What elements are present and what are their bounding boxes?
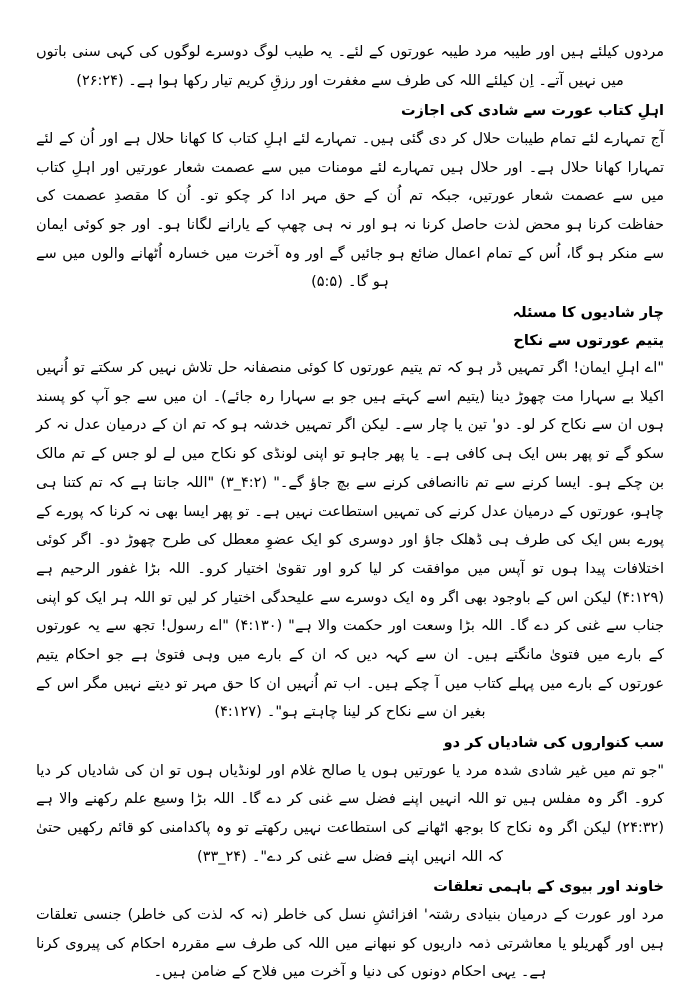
- section-paragraph: آج تمہارے لئے تمام طیبات حلال کر دی گئی ہیں۔ تمہارے لئے اہلِ کتاب کا کھانا حلال ہے اور اُن کے لئے تمہارا کھانا حلال ہے۔ اور حلال ہیں تمہارے لئے مومنات میں سے عصمت شعار عورتیں اور اہلِ کتاب میں سے عصمت شعار عورتیں، جبکہ تم اُن کے حق مہر ادا کر چکو تو۔ اُن کا مقصدِ عصمت کی حفاظت کرنا ہو محض لذت حاصل کرنا نہ ہو اور نہ ہی چھپ کے یارانے لگانا ہو۔ اور جو کوئی ایمان سے منکر ہو گا، اُس کے تمام اعمال ضائع ہو جائیں گے اور وہ آخرت میں خسارہ اُٹھانے والوں میں سے ہو گا۔ (۵:۵): [36, 130, 664, 291]
- document-body: [36, 38, 664, 987]
- section-paragraph: "جو تم میں غیر شادی شدہ مرد یا عورتیں ہوں یا صالح غلام اور لونڈیاں ہوں تو ان کی شادیاں کر دیا کرو۔ اگر وہ مفلس ہیں تو اللہ انہیں اپنے فضل سے غنی کر دے گا۔ اللہ بڑا وسیع علم رکھنے والا ہے (۲۴:۳۲) لیکن اگر وہ نکاح کا بوجھ اٹھانے کی استطاعت نہیں رکھتے تو وہ پاکدامنی کو قائم رکھیں حتیٰ کہ اللہ انہیں اپنے فضل سے غنی کر دے"۔ (۲۴_۳۳): [36, 762, 664, 865]
- section-khawand-aur-biwi-talluqat: [36, 876, 664, 987]
- section-paragraph: مرد اور عورت کے درمیان بنیادی رشتہ' افزائشِ نسل کی خاطر (نہ کہ لذت کی خاطر) جنسی تعلقات ہیں اور گھریلو یا معاشرتی ذمہ داریوں کو نبھانے میں اللہ کی طرف سے مقررہ احکام کی پیروی کرنا ہے۔ یہی احکام دونوں کی دنیا و آخرت میں فلاح کے ضامن ہیں۔: [36, 906, 664, 981]
- section-heading: اہلِ کتاب عورت سے شادی کی اجازت: [400, 103, 664, 120]
- section-paragraph: "اے اہلِ ایمان! اگر تمہیں ڈر ہو کہ تم یتیم عورتوں کا کوئی منصفانہ حل تلاش نہیں کر سکتے تو اُنہیں اکیلا بے سہارا مت چھوڑ دینا (یتیم اسے کہتے ہیں جو بے سہارا رہ جائے)۔ ان میں سے جو آپ کو پسند ہوں ان سے نکاح کر لو۔ دو' تین یا چار سے۔ لیکن اگر تمہیں خدشہ ہو کہ تم ان کے درمیان عدل نہ کر سکو گے تو پھر بس ایک ہی کافی ہے۔ یا پھر جاہو تو اپنی لونڈی کو نکاح میں لے لو جس کے تم مالک بن چکے ہو۔ ایسا کرنے سے تم ناانصافی کرنے سے بچ جاؤ گے۔" (۴:۲_۳) "اللہ جانتا ہے کہ تم کتنا ہی چاہو، عورتوں کے درمیان عدل کرنے کی تمہیں استطاعت نہیں ہے۔ تو پھر ایسا بھی نہ کرنا کہ پورے کے پورے بس ایک کی طرف ہی ڈھلک جاؤ اور دوسری کو ایک عضوِ معطل کی طرح چھوڑ دو۔ اگر کوئی اختلافات پیدا ہوں تو آپس میں موافقت کر لیا کرو اور تقویٰ اختیار کرو۔ اللہ بڑا غفور الرحیم ہے (۴:۱۲۹) لیکن اس کے باوجود بھی اگر وہ ایک دوسرے سے علیحدگی اختیار کر لیں تو اللہ ہر ایک کو اپنی جناب سے غنی کر دے گا۔ اللہ بڑا وسعت اور حکمت والا ہے" (۴:۱۳۰) "اے رسول! تجھ سے یہ عورتوں کے بارے میں فتویٰ مانگتے ہیں۔ ان سے کہہ دیں کہ ان کے بارے میں وہی فتویٰ ہے جو احکام یتیم عورتوں کے بارے میں پہلے کتاب میں آ چکے ہیں۔ اب تم اُنہیں ان کا حق مہر تو دیتے نہیں مگر اس کے بغیر ان سے نکاح کر لینا چاہتے ہو"۔ (۴:۱۲۷): [36, 360, 664, 721]
- section-sab-kunwaron-ki-shadiyan: [36, 732, 664, 871]
- section-heading: یتیم عورتوں سے نکاح: [513, 332, 664, 349]
- section-ahl-e-kitab: [36, 100, 664, 297]
- section-heading: سب کنواروں کی شادیاں کر دو: [443, 735, 664, 752]
- opening-paragraph: مردوں کیلئے ہیں اور طیبہ مرد طیبہ عورتوں کے لئے۔ یہ طیب لوگ دوسرے لوگوں کی کہی سنی باتوں میں نہیں آتے۔ اِن کیلئے اللہ کی طرف سے مغفرت اور رزقِ کریم تیار رکھا ہوا ہے۔ (۲۶:۲۴): [36, 44, 664, 89]
- section-yateem-auraton-se-nikah: [36, 330, 664, 728]
- section-char-shadiyan: [36, 302, 664, 324]
- section-heading: چار شادیوں کا مسئلہ: [512, 305, 664, 322]
- section-heading: خاوند اور بیوی کے باہمی تعلقات: [433, 879, 664, 896]
